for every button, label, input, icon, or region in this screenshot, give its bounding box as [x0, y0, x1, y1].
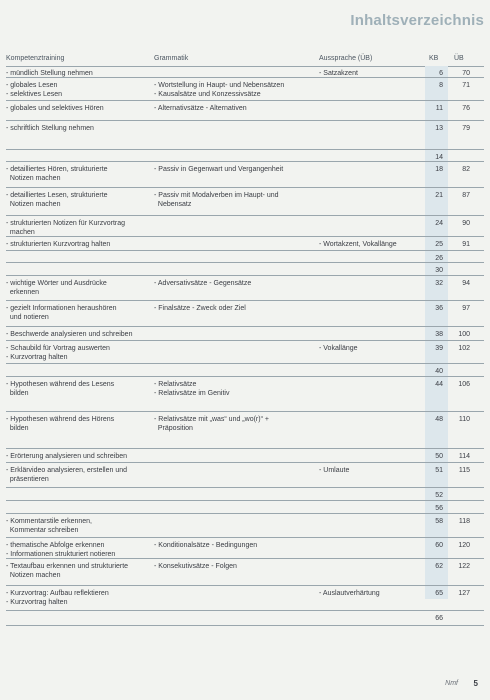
grammatik-cell: - Wortstellung in Haupt- und Nebensätzen - Kausalsätze und Konzessivsätze [154, 82, 285, 98]
table-row [6, 341, 484, 364]
ub-page-cell: 120 [458, 542, 470, 549]
ub-page-cell: 87 [462, 192, 470, 199]
kompetenz-cell: - schriftlich Stellung nehmen [6, 125, 94, 132]
kb-page-cell: 13 [435, 125, 443, 132]
ub-page-cell: 94 [462, 280, 470, 287]
ub-page-cell: 118 [458, 518, 470, 525]
table-row [6, 463, 484, 488]
ub-page-cell: 102 [458, 345, 470, 352]
kb-page-cell: 24 [435, 220, 443, 227]
grammatik-cell: - Relativsätze mit „was“ und „wo(r)“ + Präposition [154, 416, 269, 432]
footer-label: Nmf [445, 680, 458, 687]
grammatik-cell: - Konditionalsätze - Bedingungen [154, 542, 258, 549]
page-title: Inhaltsverzeichnis [350, 12, 484, 29]
grammatik-cell: - Passiv mit Modalverben im Haupt- und Nebensatz [154, 192, 279, 208]
table-header [6, 52, 484, 67]
kompetenz-cell: - Kommentarstile erkennen, Kommentar schreiben [6, 518, 92, 534]
table-row [6, 188, 484, 216]
table-row [6, 263, 484, 276]
table-row [6, 162, 484, 188]
table-row [6, 559, 484, 586]
page-number: 5 [473, 679, 478, 688]
kb-page-cell: 65 [435, 590, 443, 597]
ub-page-cell: 110 [458, 416, 470, 423]
grammatik-cell: - Passiv in Gegenwart und Vergangenheit [154, 166, 284, 173]
ub-page-cell: 106 [458, 381, 470, 388]
kompetenz-cell: - mündlich Stellung nehmen [6, 70, 93, 77]
kb-page-cell: 32 [435, 280, 443, 287]
ub-page-cell: 97 [462, 305, 470, 312]
kompetenz-cell: - strukturierten Notizen für Kurzvortrag machen [6, 220, 126, 236]
ub-page-cell: 122 [458, 563, 470, 570]
table-row [6, 301, 484, 327]
table-row [6, 66, 484, 78]
aussprache-cell: - Wortakzent, Vokallänge [319, 241, 397, 248]
kompetenz-cell: - detailliertes Hören, strukturierte Notizen machen [6, 166, 108, 182]
toc-table [6, 66, 484, 626]
aussprache-cell: - Umlaute [319, 467, 350, 474]
table-row [6, 276, 484, 301]
table-row [6, 501, 484, 514]
table-row [6, 586, 484, 611]
ub-page-cell: 91 [462, 241, 470, 248]
table-row [6, 251, 484, 263]
header-ub: ÜB [454, 55, 464, 62]
ub-page-cell: 100 [458, 331, 470, 338]
kb-page-cell: 58 [435, 518, 443, 525]
kb-page-cell: 51 [435, 467, 443, 474]
kompetenz-cell: - globales Lesen - selektives Lesen [6, 82, 63, 98]
table-row [6, 611, 484, 626]
kompetenz-cell: - globales und selektives Hören [6, 105, 104, 112]
kompetenz-cell: - Erklärvideo analysieren, erstellen und präsentieren [6, 467, 128, 483]
kb-page-cell: 66 [435, 615, 443, 622]
ub-page-cell: 76 [462, 105, 470, 112]
kompetenz-cell: - strukturierten Kurzvortrag halten [6, 241, 111, 248]
kb-page-cell: 30 [435, 267, 443, 274]
kb-page-cell: 60 [435, 542, 443, 549]
grammatik-cell: - Alternativsätze - Alternativen [154, 105, 247, 112]
kb-page-cell: 36 [435, 305, 443, 312]
kb-page-cell: 26 [435, 255, 443, 262]
table-row [6, 121, 484, 150]
table-row [6, 514, 484, 538]
kb-page-cell: 6 [439, 70, 443, 77]
aussprache-cell: - Vokallänge [319, 345, 358, 352]
header-kompetenz: Kompetenztraining [6, 55, 65, 62]
table-row [6, 78, 484, 101]
kompetenz-cell: - Beschwerde analysieren und schreiben [6, 331, 133, 338]
table-row [6, 449, 484, 463]
table-row [6, 327, 484, 341]
kb-page-cell: 18 [435, 166, 443, 173]
kompetenz-cell: - detailliertes Lesen, strukturierte Notizen machen [6, 192, 108, 208]
header-aussprache: Aussprache (ÜB) [319, 55, 373, 62]
aussprache-cell: - Auslautverhärtung [319, 590, 380, 597]
kb-page-cell: 21 [435, 192, 443, 199]
table-row [6, 364, 484, 377]
kompetenz-cell: - Hypothesen während des Hörens bilden [6, 416, 115, 432]
ub-page-cell: 79 [462, 125, 470, 132]
kb-page-cell: 25 [435, 241, 443, 248]
aussprache-cell: - Satzakzent [319, 70, 358, 77]
ub-page-cell: 115 [458, 467, 470, 474]
header-grammatik: Grammatik [154, 55, 189, 62]
kb-page-cell: 50 [435, 453, 443, 460]
grammatik-cell: - Finalsätze - Zweck oder Ziel [154, 305, 246, 312]
kompetenz-cell: - Hypothesen während des Lesens bilden [6, 381, 115, 397]
grammatik-cell: - Konsekutivsätze - Folgen [154, 563, 237, 570]
kb-page-cell: 11 [435, 105, 443, 112]
table-row [6, 488, 484, 501]
kb-page-cell: 48 [435, 416, 443, 423]
grammatik-cell: - Adversativsätze - Gegensätze [154, 280, 252, 287]
kompetenz-cell: - Erörterung analysieren und schreiben [6, 453, 128, 460]
ub-page-cell: 114 [458, 453, 470, 460]
table-row [6, 412, 484, 449]
table-row [6, 216, 484, 237]
table-row [6, 538, 484, 559]
grammatik-cell: - Relativsätze - Relativsätze im Genitiv [154, 381, 230, 397]
kb-page-cell: 56 [435, 505, 443, 512]
kb-page-cell: 52 [435, 492, 443, 499]
table-row [6, 150, 484, 162]
kb-page-cell: 8 [439, 82, 443, 89]
table-row [6, 101, 484, 121]
ub-page-cell: 90 [462, 220, 470, 227]
kompetenz-cell: - Kurzvortrag: Aufbau reflektieren - Kurzvortrag halten [6, 590, 109, 606]
kompetenz-cell: - wichtige Wörter und Ausdrücke erkennen [6, 280, 107, 296]
kb-page-cell: 14 [435, 154, 443, 161]
kompetenz-cell: - thematische Abfolge erkennen - Informationen strukturiert notieren [6, 542, 116, 558]
table-row [6, 377, 484, 412]
kb-page-cell: 44 [435, 381, 443, 388]
ub-page-cell: 71 [462, 82, 470, 89]
table-row [6, 237, 484, 251]
kb-page-cell: 38 [435, 331, 443, 338]
header-kb: KB [429, 55, 439, 62]
ub-page-cell: 70 [462, 70, 470, 77]
kompetenz-cell: - Schaubild für Vortrag auswerten - Kurzvortrag halten [6, 345, 110, 361]
ub-page-cell: 127 [458, 590, 470, 597]
kb-page-cell: 62 [435, 563, 443, 570]
kb-page-cell: 40 [435, 368, 443, 375]
ub-page-cell: 82 [462, 166, 470, 173]
kb-page-cell: 39 [435, 345, 443, 352]
kompetenz-cell: - gezielt Informationen heraushören und notieren [6, 305, 117, 321]
kompetenz-cell: - Textaufbau erkennen und strukturierte Notizen machen [6, 563, 129, 579]
